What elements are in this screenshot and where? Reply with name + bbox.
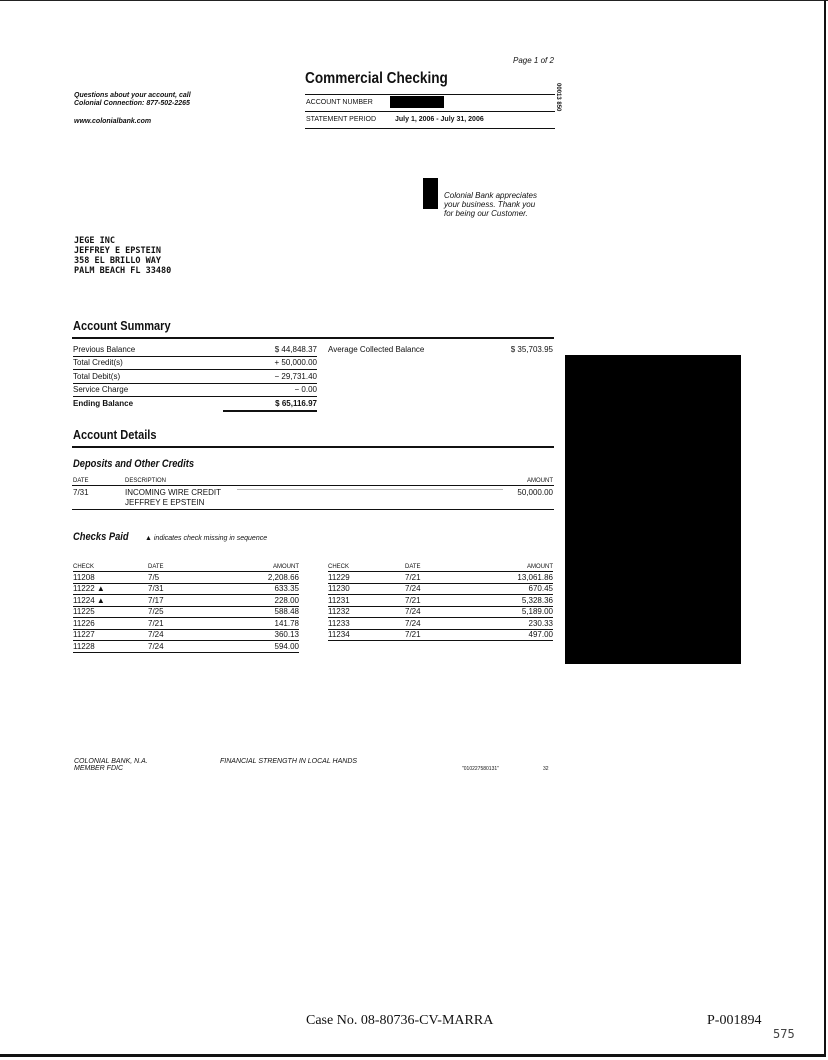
- avg-balance-value: $ 35,703.95: [510, 345, 553, 354]
- check-row: [73, 618, 299, 630]
- summary-label: Previous Balance: [73, 343, 223, 356]
- check-date: 7/21: [405, 629, 475, 641]
- check-date: 7/21: [148, 618, 218, 630]
- checks-table-right: [328, 562, 553, 641]
- col-check: CHECK: [73, 562, 148, 572]
- check-row: [73, 629, 299, 641]
- col-amount: AMOUNT: [475, 562, 553, 572]
- check-row: [328, 572, 553, 584]
- bank-website: www.colonialbank.com: [74, 118, 152, 125]
- message-line-1: Colonial Bank appreciates: [444, 191, 537, 200]
- bank-name: COLONIAL BANK, N.A.: [74, 758, 148, 765]
- statement-title: Commercial Checking: [305, 70, 448, 87]
- checks-paid-heading: Checks Paid: [73, 531, 129, 543]
- check-number: 11228: [73, 641, 148, 653]
- col-date: DATE: [405, 562, 475, 572]
- summary-value: + 50,000.00: [223, 356, 317, 370]
- check-row: [328, 606, 553, 618]
- check-row: [328, 618, 553, 630]
- summary-row: [73, 343, 317, 356]
- deposit-col-description: DESCRIPTION: [125, 478, 167, 484]
- check-date: 7/21: [405, 595, 475, 607]
- message-line-2: your business. Thank you: [444, 200, 536, 209]
- address-line: JEFFREY E EPSTEIN: [74, 246, 161, 256]
- check-date: 7/24: [405, 583, 475, 595]
- summary-label: Total Credit(s): [73, 356, 223, 370]
- check-row: [73, 606, 299, 618]
- check-number: 11224 ▲: [73, 595, 148, 607]
- address-line: 358 EL BRILLO WAY: [74, 256, 161, 266]
- missing-check-note: ▲ indicates check missing in sequence: [145, 535, 268, 542]
- check-date: 7/31: [148, 583, 218, 595]
- summary-value: − 29,731.40: [223, 370, 317, 384]
- vertical-code: 00013 850: [555, 83, 561, 112]
- address-line: JEGE INC: [74, 236, 115, 246]
- check-number: 11230: [328, 583, 405, 595]
- checks-table-left: [73, 562, 299, 653]
- statement-period-label: STATEMENT PERIOD: [306, 116, 377, 123]
- account-summary-heading: Account Summary: [73, 318, 171, 333]
- col-date: DATE: [148, 562, 218, 572]
- check-date: 7/25: [148, 606, 218, 618]
- check-amount: 633.35: [218, 583, 299, 595]
- check-amount: 2,208.66: [218, 572, 299, 584]
- questions-line-2: Colonial Connection: 877-502-2265: [74, 100, 190, 107]
- check-row: [73, 595, 299, 607]
- title-rule: [305, 94, 555, 95]
- check-row: [328, 629, 553, 641]
- summary-value: − 0.00: [223, 383, 317, 397]
- deposit-col-date: DATE: [73, 478, 89, 484]
- check-row: [73, 572, 299, 584]
- deposit-desc-line-2: JEFFREY E EPSTEIN: [125, 498, 205, 507]
- deposit-amount: 50,000.00: [517, 488, 553, 497]
- summary-row: [73, 356, 317, 370]
- check-date: 7/24: [405, 618, 475, 630]
- account-number-label: ACCOUNT NUMBER: [306, 99, 373, 106]
- check-amount: 5,189.00: [475, 606, 553, 618]
- col-amount: AMOUNT: [218, 562, 299, 572]
- check-date: 7/21: [405, 572, 475, 584]
- check-amount: 141.78: [218, 618, 299, 630]
- check-date: 7/5: [148, 572, 218, 584]
- check-amount: 594.00: [218, 641, 299, 653]
- bank-slogan: FINANCIAL STRENGTH IN LOCAL HANDS: [220, 758, 358, 765]
- deposit-col-amount: AMOUNT: [527, 478, 553, 484]
- footer-code-2: 32: [543, 766, 549, 772]
- member-fdic: MEMBER FDIC: [74, 765, 123, 772]
- account-details-heading: Account Details: [73, 427, 157, 442]
- summary-value: $ 65,116.97: [223, 397, 317, 411]
- summary-label: Total Debit(s): [73, 370, 223, 384]
- deposit-date: 7/31: [73, 488, 89, 497]
- col-check: CHECK: [328, 562, 405, 572]
- check-date: 7/24: [148, 629, 218, 641]
- check-number: 11233: [328, 618, 405, 630]
- bank-footer: [74, 758, 148, 772]
- message-line-3: for being our Customer.: [444, 209, 528, 218]
- page-stamp: 575: [773, 1027, 795, 1041]
- summary-row: [73, 383, 317, 397]
- questions-line-1: Questions about your account, call: [74, 92, 191, 99]
- check-row: [73, 641, 299, 653]
- redacted-mark: [423, 178, 438, 209]
- summary-heading-rule: [72, 337, 554, 339]
- check-number: 11234: [328, 629, 405, 641]
- address-line: PALM BEACH FL 33480: [74, 266, 172, 276]
- deposits-heading: Deposits and Other Credits: [73, 458, 195, 470]
- check-date: 7/17: [148, 595, 218, 607]
- checks-header-row: [73, 562, 299, 572]
- check-amount: 230.33: [475, 618, 553, 630]
- statement-period-value: July 1, 2006 - July 31, 2006: [395, 116, 484, 123]
- mailing-address: [74, 236, 171, 276]
- check-number: 11225: [73, 606, 148, 618]
- summary-label: Ending Balance: [73, 399, 134, 409]
- check-row: [328, 595, 553, 607]
- page-number: Page 1 of 2: [513, 56, 554, 65]
- period-rule: [305, 128, 555, 129]
- deposit-leader-rule: [237, 489, 503, 490]
- details-heading-rule: [72, 446, 554, 448]
- check-amount: 228.00: [218, 595, 299, 607]
- check-number: 11227: [73, 629, 148, 641]
- check-amount: 5,328.36: [475, 595, 553, 607]
- avg-balance-label: Average Collected Balance: [328, 345, 425, 354]
- check-amount: 360.13: [218, 629, 299, 641]
- questions-block: [74, 92, 191, 108]
- check-amount: 13,061.86: [475, 572, 553, 584]
- check-amount: 588.48: [218, 606, 299, 618]
- thank-you-message: [444, 191, 564, 218]
- check-row: [328, 583, 553, 595]
- check-date: 7/24: [405, 606, 475, 618]
- deposit-bottom-rule: [72, 509, 554, 510]
- check-amount: 670.45: [475, 583, 553, 595]
- check-date: 7/24: [148, 641, 218, 653]
- check-number: 11232: [328, 606, 405, 618]
- account-summary-table: [73, 343, 317, 412]
- footer-code: "010227580131": [462, 766, 499, 772]
- deposit-desc-line-1: INCOMING WIRE CREDIT: [125, 488, 221, 497]
- check-row: [73, 583, 299, 595]
- summary-row: [73, 370, 317, 384]
- checks-header-row: [328, 562, 553, 572]
- check-amount: 497.00: [475, 629, 553, 641]
- summary-row: [73, 397, 317, 411]
- account-rule: [305, 111, 555, 112]
- deposit-header-rule: [72, 485, 554, 486]
- redacted-account-number: [390, 96, 444, 108]
- check-number: 11231: [328, 595, 405, 607]
- bates-number: P-001894: [707, 1013, 762, 1028]
- summary-value: $ 44,848.37: [223, 343, 317, 356]
- check-number: 11222 ▲: [73, 583, 148, 595]
- redacted-block: [565, 355, 741, 664]
- check-number: 11208: [73, 572, 148, 584]
- case-number: Case No. 08-80736-CV-MARRA: [306, 1013, 494, 1028]
- check-number: 11226: [73, 618, 148, 630]
- check-number: 11229: [328, 572, 405, 584]
- summary-label: Service Charge: [73, 383, 223, 397]
